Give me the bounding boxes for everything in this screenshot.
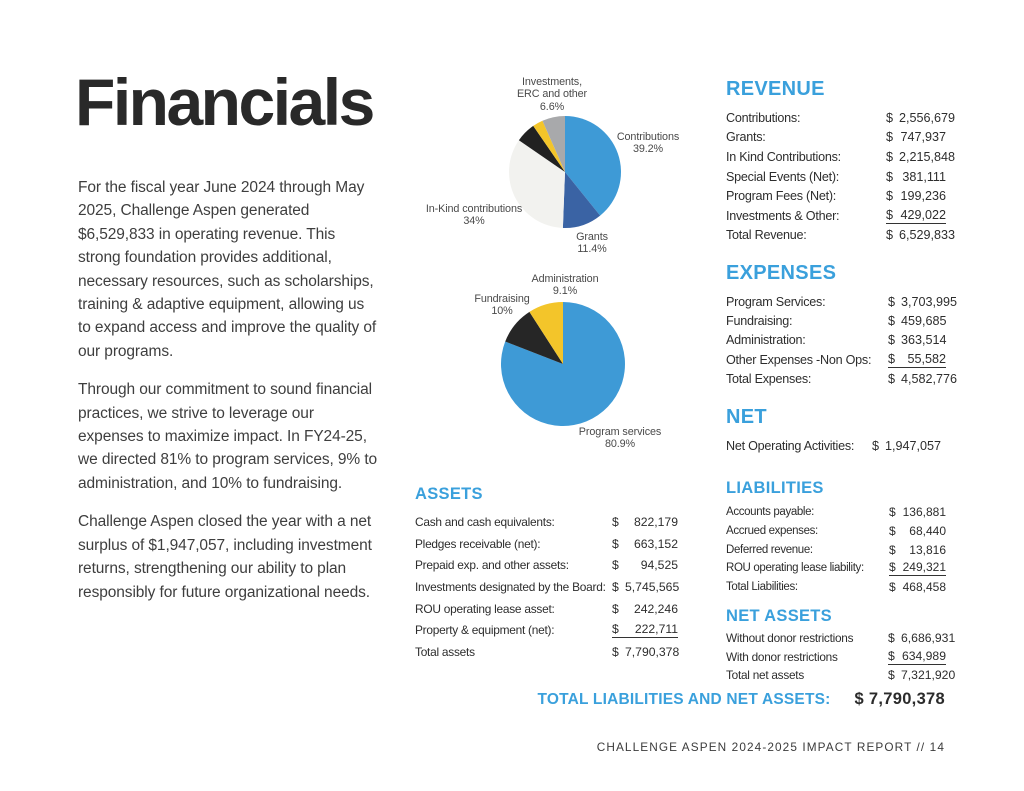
- currency-sign: $: [889, 560, 896, 575]
- table-row: [726, 292, 958, 311]
- pie-label-investments-erc: Investments, ERC and other 6.6%: [516, 76, 588, 113]
- table-row: [415, 511, 678, 533]
- row-amount: [612, 515, 678, 529]
- row-amount: [889, 524, 946, 538]
- table-row: [726, 578, 946, 597]
- row-amount: [888, 631, 956, 646]
- row-amount: [872, 438, 942, 453]
- row-label: Net Operating Activities:: [726, 438, 855, 453]
- amount-value: 7,321,920: [901, 668, 956, 683]
- row-amount: [612, 645, 678, 659]
- amount-value: 363,514: [901, 333, 947, 348]
- liabilities-table: [726, 503, 946, 596]
- row-amount: [886, 149, 956, 164]
- row-label: Total Expenses:: [726, 371, 812, 386]
- table-row: [726, 311, 946, 330]
- row-amount: [888, 352, 946, 368]
- amount-value: 199,236: [900, 189, 946, 204]
- row-label: Program Fees (Net):: [726, 189, 837, 204]
- amount-value: 13,816: [909, 542, 946, 557]
- amount-value: 94,525: [640, 558, 678, 573]
- currency-sign: $: [889, 542, 896, 557]
- amount-value: 7,790,378: [625, 644, 680, 659]
- row-label: Total net assets: [726, 668, 804, 683]
- row-label: Accounts payable:: [726, 506, 815, 519]
- table-row: [726, 350, 946, 369]
- net-header: NET: [726, 406, 767, 428]
- row-label: Property & equipment (net):: [415, 623, 555, 638]
- row-amount: [889, 505, 946, 519]
- assets-table: [415, 511, 678, 663]
- expenses-header: EXPENSES: [726, 262, 837, 284]
- table-row: [726, 629, 956, 648]
- row-label: Pledges receivable (net):: [415, 536, 541, 551]
- table-row: [415, 533, 678, 555]
- pie-label-grants: Grants 11.4%: [576, 231, 608, 256]
- currency-sign: $: [886, 228, 894, 243]
- row-amount: [886, 170, 946, 184]
- page-title: Financials: [75, 65, 373, 139]
- revenue-table: [726, 108, 956, 245]
- currency-sign: $: [612, 514, 619, 529]
- row-amount: [888, 649, 946, 665]
- row-label: Without donor restrictions: [726, 631, 854, 646]
- intro-text: [78, 176, 380, 619]
- row-label: Grants:: [726, 130, 766, 145]
- currency-sign: $: [888, 631, 895, 646]
- liabilities-header: LIABILITIES: [726, 479, 824, 497]
- table-row: [726, 147, 956, 167]
- row-label: Accrued expenses:: [726, 525, 818, 538]
- amount-value: 249,321: [902, 560, 946, 575]
- currency-sign: $: [612, 536, 619, 551]
- currency-sign: $: [889, 524, 896, 539]
- intro-paragraph-1: For the fiscal year June 2024 through May 2025, Challenge Aspen generated $6,529,833 in operating revenue. This strong foundation provides additional, necessary resources, such as scholarships, training & adaptive equipment, allowing us to expand access and improve the quality of our programs.: [78, 179, 377, 360]
- revenue-header: REVENUE: [726, 78, 825, 100]
- table-row: [415, 554, 678, 576]
- row-label: Special Events (Net):: [726, 169, 840, 184]
- table-row: [726, 206, 946, 226]
- pie-label-program-services: Program services 80.9%: [578, 426, 662, 451]
- currency-sign: $: [872, 438, 880, 453]
- row-amount: [886, 110, 956, 125]
- table-row: [726, 226, 956, 246]
- row-label: Prepaid exp. and other assets:: [415, 558, 569, 573]
- net-section: [726, 406, 942, 455]
- amount-value: 381,111: [902, 169, 946, 184]
- row-label: In Kind Contributions:: [726, 149, 841, 164]
- intro-paragraph-3: Challenge Aspen closed the year with a net surplus of $1,947,057, including investment returns, strengthening our ability to plan responsibly for future organizational needs.: [78, 513, 372, 601]
- amount-value: 3,703,995: [901, 294, 958, 309]
- currency-sign: $: [886, 110, 894, 125]
- amount-value: 429,022: [900, 207, 946, 222]
- currency-sign: $: [888, 668, 895, 683]
- amount-value: 4,582,776: [901, 371, 958, 386]
- row-amount: [886, 130, 946, 144]
- row-amount: [888, 371, 958, 386]
- row-label: Investments designated by the Board:: [415, 579, 606, 594]
- amount-value: 663,152: [633, 536, 678, 551]
- table-row: [726, 331, 946, 350]
- row-amount: [888, 668, 956, 683]
- table-row: [726, 186, 946, 206]
- net-table: [726, 436, 942, 455]
- currency-sign: $: [612, 622, 619, 637]
- row-label: Administration:: [726, 333, 806, 348]
- amount-value: 468,458: [902, 580, 946, 595]
- currency-sign: $: [888, 648, 895, 663]
- row-label: Investments & Other:: [726, 208, 840, 223]
- row-amount: [612, 537, 678, 551]
- table-row: [726, 648, 946, 667]
- assets-section: [415, 484, 678, 663]
- pie-label-administration: Administration 9.1%: [531, 273, 599, 298]
- row-label: Fundraising:: [726, 313, 793, 328]
- expenses-section: [726, 262, 958, 388]
- table-row: [726, 522, 946, 541]
- row-amount: [888, 314, 946, 328]
- table-row: [726, 666, 956, 685]
- amount-value: 55,582: [907, 351, 946, 366]
- table-row: [726, 540, 946, 559]
- total-liabilities-net-assets-line: [0, 690, 945, 709]
- currency-sign: $: [888, 294, 896, 309]
- amount-value: 6,686,931: [901, 631, 956, 646]
- amount-value: 5,745,565: [625, 579, 680, 594]
- expenses-pie-chart: [501, 302, 625, 426]
- row-amount: [612, 622, 678, 638]
- currency-sign: $: [888, 333, 896, 348]
- row-amount: [612, 602, 678, 616]
- amount-value: 2,556,679: [899, 110, 956, 125]
- amount-value: 2,215,848: [899, 149, 956, 164]
- pie-label-fundraising: Fundraising 10%: [474, 293, 530, 318]
- row-label: Cash and cash equivalents:: [415, 514, 555, 529]
- table-row: [415, 641, 678, 663]
- row-amount: [612, 580, 678, 594]
- row-label: Deferred revenue:: [726, 543, 813, 556]
- table-row: [726, 503, 946, 522]
- currency-sign: $: [612, 644, 619, 659]
- row-amount: [888, 333, 946, 347]
- amount-value: 634,989: [901, 648, 946, 663]
- currency-sign: $: [612, 558, 619, 573]
- currency-sign: $: [886, 169, 894, 184]
- row-label: Other Expenses -Non Ops:: [726, 352, 872, 367]
- row-amount: [886, 228, 956, 243]
- total-line-value: $ 7,790,378: [854, 690, 945, 708]
- row-amount: [889, 580, 946, 594]
- row-label: Total assets: [415, 644, 475, 659]
- revenue-section: [726, 78, 956, 245]
- table-row: [726, 108, 956, 128]
- table-row: [726, 128, 946, 148]
- currency-sign: $: [889, 505, 896, 520]
- amount-value: 1,947,057: [885, 438, 942, 453]
- currency-sign: $: [886, 207, 894, 222]
- row-label: ROU operating lease liability:: [726, 562, 864, 575]
- currency-sign: $: [886, 189, 894, 204]
- currency-sign: $: [612, 601, 619, 616]
- amount-value: 242,246: [633, 601, 678, 616]
- currency-sign: $: [612, 579, 619, 594]
- amount-value: 747,937: [900, 130, 946, 145]
- table-row: [415, 619, 678, 641]
- page-footer: CHALLENGE ASPEN 2024-2025 IMPACT REPORT // 14: [596, 740, 945, 754]
- total-line-label: TOTAL LIABILITIES AND NET ASSETS:: [537, 691, 831, 708]
- row-label: Total Revenue:: [726, 228, 807, 243]
- row-label: ROU operating lease asset:: [415, 601, 555, 616]
- liabilities-section: [726, 478, 946, 596]
- currency-sign: $: [888, 313, 896, 328]
- table-row: [726, 167, 946, 187]
- row-amount: [612, 558, 678, 572]
- row-label: Program Services:: [726, 294, 826, 309]
- net-assets-header: NET ASSETS: [726, 607, 832, 625]
- amount-value: 136,881: [902, 505, 946, 520]
- net-assets-section: [726, 606, 956, 685]
- row-label: Total Liabilities:: [726, 581, 798, 594]
- currency-sign: $: [886, 130, 894, 145]
- row-label: With donor restrictions: [726, 649, 838, 664]
- row-amount: [886, 208, 946, 224]
- amount-value: 222,711: [634, 622, 678, 637]
- row-amount: [889, 560, 946, 576]
- pie-label-in-kind: In-Kind contributions 34%: [425, 203, 523, 228]
- row-label: Contributions:: [726, 110, 801, 125]
- assets-header: ASSETS: [415, 485, 483, 503]
- expenses-table: [726, 292, 958, 388]
- table-row: [726, 559, 946, 578]
- table-row: [415, 576, 678, 598]
- intro-paragraph-2: Through our commitment to sound financial practices, we strive to leverage our expenses to maximize impact. In FY24-25, we directed 81% to program services, 9% to administration, and 10% to fundraising.: [78, 381, 378, 492]
- table-row: [415, 598, 678, 620]
- currency-sign: $: [886, 149, 894, 164]
- row-amount: [888, 294, 958, 309]
- currency-sign: $: [889, 580, 896, 595]
- row-amount: [889, 543, 946, 557]
- table-row: [726, 369, 958, 388]
- currency-sign: $: [888, 351, 896, 366]
- pie-label-contributions: Contributions 39.2%: [616, 131, 680, 156]
- net-assets-table: [726, 629, 956, 685]
- amount-value: 822,179: [633, 514, 678, 529]
- row-amount: [886, 189, 946, 203]
- table-row: [726, 436, 942, 455]
- amount-value: 68,440: [909, 524, 946, 539]
- currency-sign: $: [888, 371, 896, 386]
- amount-value: 459,685: [901, 313, 947, 328]
- amount-value: 6,529,833: [899, 228, 956, 243]
